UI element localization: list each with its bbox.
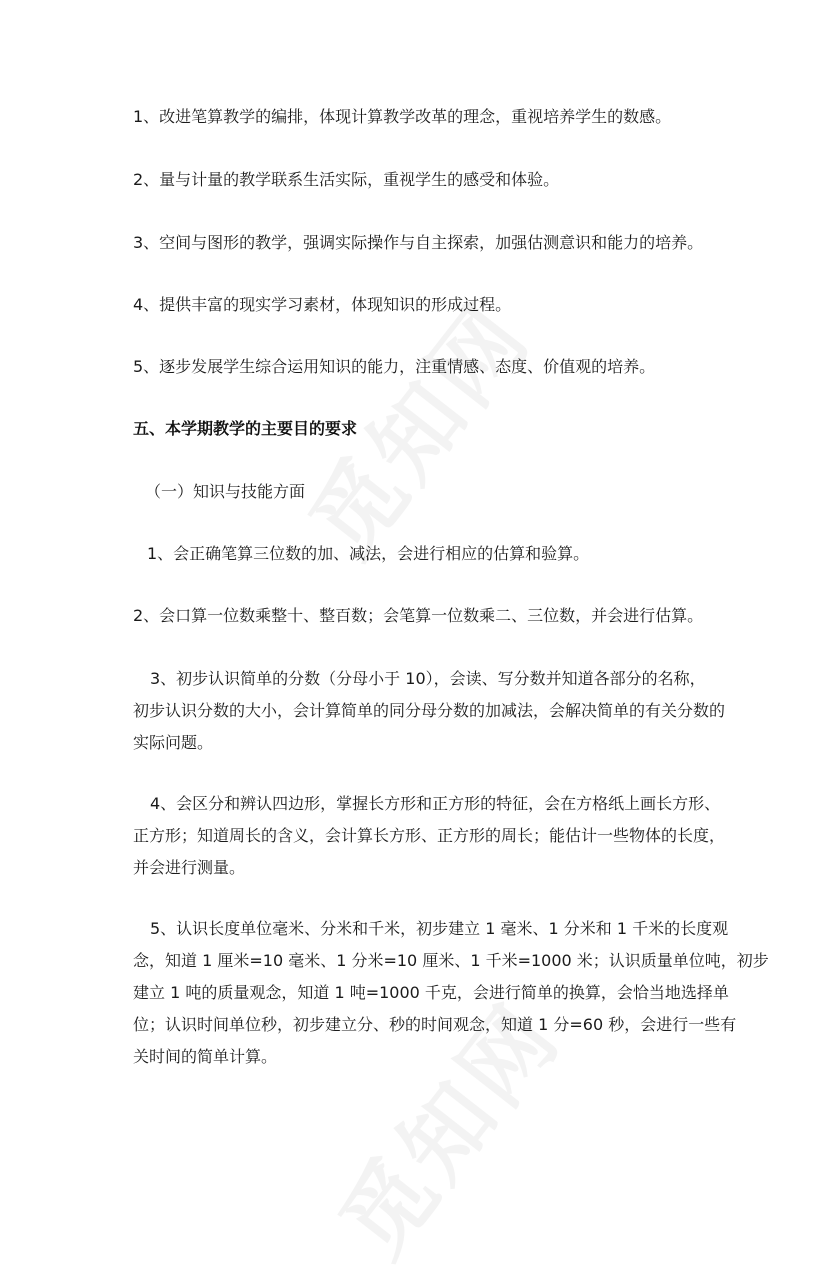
requirement-5-line: 位；认识时间单位秒，初步建立分、秒的时间观念，知道 1 分=60 秒，会进行一些有	[133, 1015, 737, 1034]
principle-item-3: 3、空间与图形的教学，强调实际操作与自主探索，加强估测意识和能力的培养。	[133, 233, 704, 252]
principle-item-2: 2、量与计量的教学联系生活实际，重视学生的感受和体验。	[133, 170, 560, 189]
requirement-5-line: 5、认识长度单位毫米、分米和千米，初步建立 1 毫米、1 分米和 1 千米的长度观	[150, 919, 729, 938]
requirement-3-line: 初步认识分数的大小，会计算简单的同分母分数的加减法，会解决简单的有关分数的	[133, 701, 726, 720]
requirement-item-2: 2、会口算一位数乘整十、整百数；会笔算一位数乘二、三位数，并会进行估算。	[133, 606, 704, 625]
requirement-3-line: 实际问题。	[133, 733, 214, 752]
requirement-4-line: 4、会区分和辨认四边形，掌握长方形和正方形的特征，会在方格纸上画长方形、	[150, 794, 721, 813]
requirement-item-4	[133, 788, 725, 884]
principle-item-4: 4、提供丰富的现实学习素材，体现知识的形成过程。	[133, 295, 512, 314]
requirement-5-line: 关时间的简单计算。	[133, 1047, 278, 1066]
requirement-item-3	[133, 663, 725, 759]
requirement-4-line: 并会进行测量。	[133, 858, 246, 877]
requirement-item-5	[133, 913, 769, 1073]
requirement-4-line: 正方形；知道周长的含义，会计算长方形、正方形的周长；能估计一些物体的长度，	[133, 826, 726, 845]
requirement-5-line: 念，知道 1 厘米=10 毫米、1 分米=10 厘米、1 千米=1000 米；认识质量单位吨，初步	[133, 951, 769, 970]
principle-item-1: 1、改进笔算教学的编排，体现计算教学改革的理念，重视培养学生的数感。	[133, 107, 672, 126]
requirement-item-1: 1、会正确笔算三位数的加、减法，会进行相应的估算和验算。	[147, 544, 590, 563]
subsection-heading: （一）知识与技能方面	[145, 482, 306, 501]
principle-item-5: 5、逐步发展学生综合运用知识的能力，注重情感、态度、价值观的培养。	[133, 357, 656, 376]
requirement-3-line: 3、初步认识简单的分数（分母小于 10），会读、写分数并知道各部分的名称，	[150, 669, 706, 688]
section-heading: 五、本学期教学的主要目的要求	[133, 419, 358, 438]
requirement-5-line: 建立 1 吨的质量观念，知道 1 吨=1000 千克，会进行简单的换算，会恰当地选择单	[133, 983, 729, 1002]
